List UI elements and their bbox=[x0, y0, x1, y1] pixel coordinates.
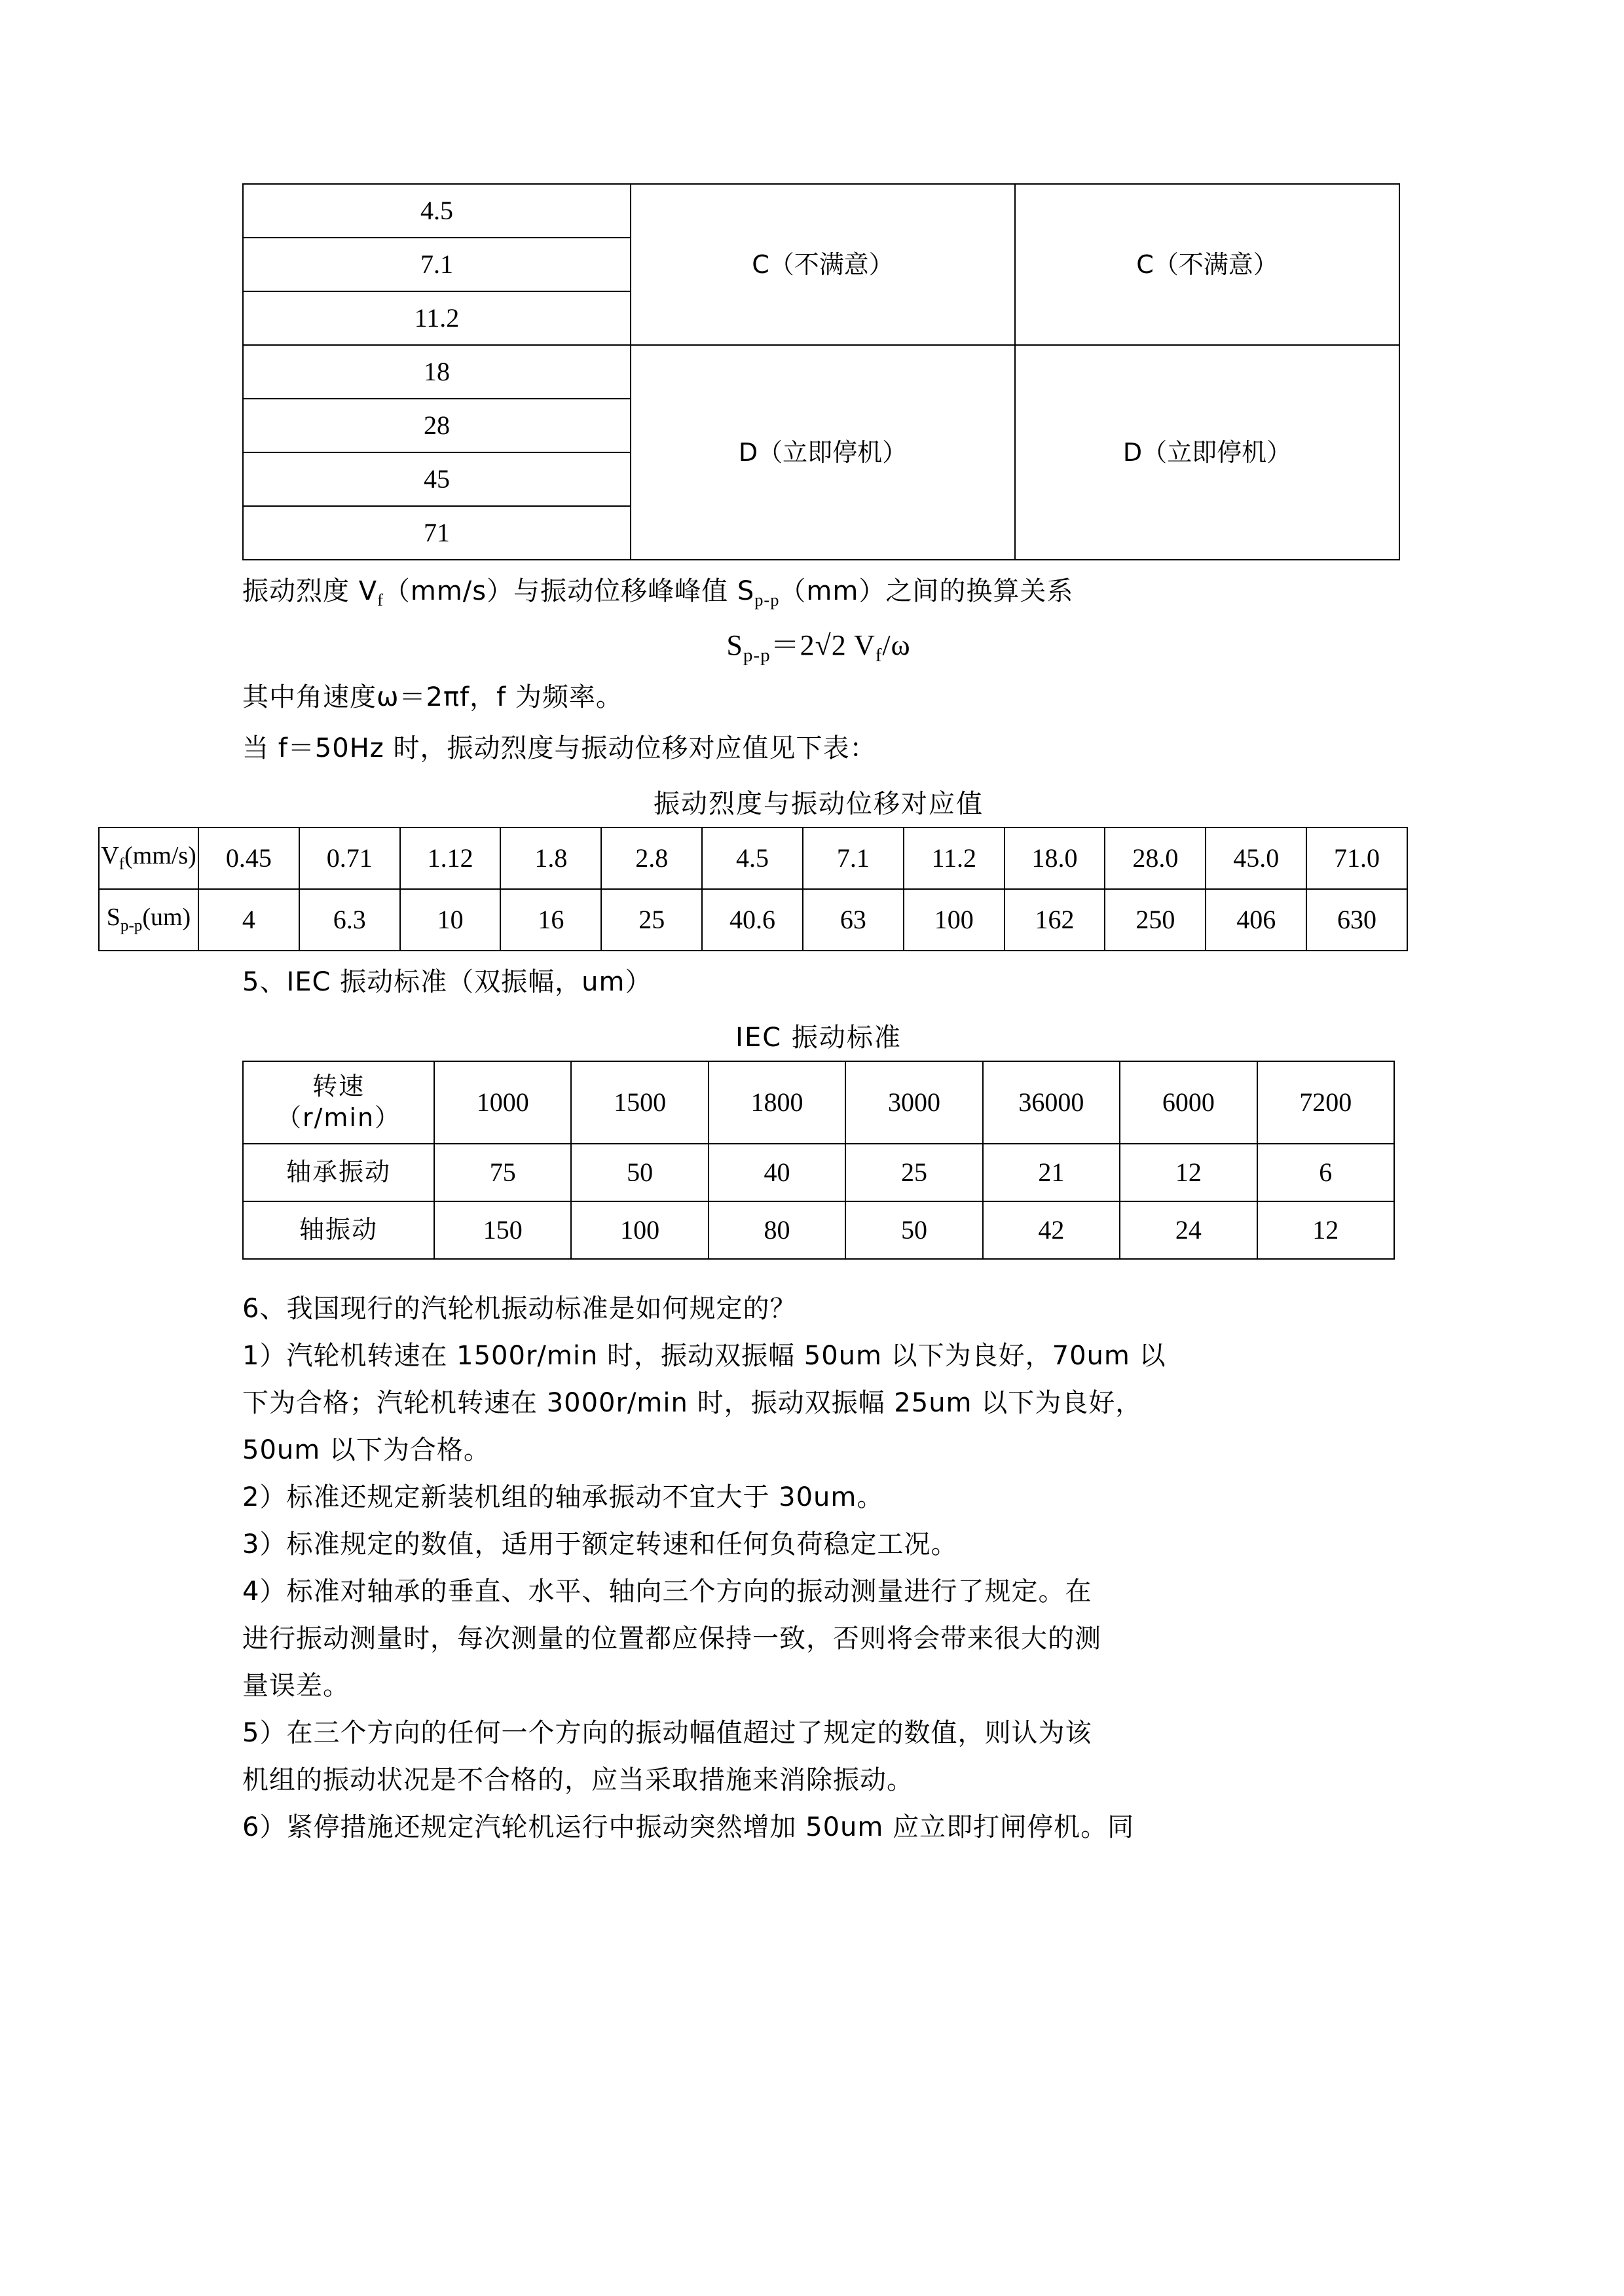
section6-line: 5）在三个方向的任何一个方向的振动幅值超过了规定的数值，则认为该 bbox=[242, 1717, 1092, 1748]
cell: 28.0 bbox=[1105, 828, 1206, 889]
iec-standard-table bbox=[242, 1061, 1395, 1260]
cell: 100 bbox=[904, 889, 1005, 951]
cell: 3000 bbox=[845, 1061, 982, 1144]
conv-text-a: 振动烈度 V bbox=[242, 576, 378, 606]
grade-col-c-d bbox=[1015, 345, 1399, 560]
cell: 71.0 bbox=[1306, 828, 1407, 889]
cell: 1000 bbox=[434, 1061, 571, 1144]
conversion-relation-line bbox=[242, 571, 1395, 613]
grade-col-c-c bbox=[1015, 184, 1399, 345]
table-row bbox=[243, 1061, 1394, 1144]
cell: 12 bbox=[1257, 1201, 1394, 1259]
grade-value: 7.1 bbox=[243, 238, 631, 291]
cell: 40 bbox=[709, 1144, 845, 1201]
cell: 18.0 bbox=[1005, 828, 1105, 889]
conv-text-b: （mm/s）与振动位移峰峰值 S bbox=[383, 576, 755, 606]
section6-line: 6）紧停措施还规定汽轮机运行中振动突然增加 50um 应立即打闸停机。同 bbox=[242, 1812, 1135, 1842]
formula-a: S bbox=[726, 629, 743, 661]
cell: 0.45 bbox=[198, 828, 299, 889]
grade-label-d2: D（立即停机） bbox=[1122, 438, 1292, 467]
frequency-condition-line: 当 f＝50Hz 时，振动烈度与振动位移对应值见下表： bbox=[242, 733, 877, 763]
formula-b: ＝2√2 V bbox=[770, 629, 876, 661]
grade-value: 4.5 bbox=[243, 184, 631, 238]
cell: 21 bbox=[983, 1144, 1120, 1201]
iec-table-wrapper bbox=[242, 1061, 1395, 1260]
section6-heading: 6、我国现行的汽轮机振动标准是如何规定的？ bbox=[242, 1293, 797, 1324]
spp-label-sub: p-p bbox=[120, 917, 143, 935]
cell: 11.2 bbox=[904, 828, 1005, 889]
section6-line: 机组的振动状况是不合格的，应当采取措施来消除振动。 bbox=[242, 1764, 913, 1795]
table-row bbox=[243, 184, 1399, 238]
cell: 0.71 bbox=[299, 828, 400, 889]
table-row bbox=[99, 828, 1407, 889]
cell: 2.8 bbox=[601, 828, 702, 889]
cell: 150 bbox=[434, 1201, 571, 1259]
cell: 6 bbox=[1257, 1144, 1394, 1201]
iec-bearing-label: 轴承振动 bbox=[243, 1144, 434, 1201]
cell: 1.8 bbox=[500, 828, 601, 889]
formula-sub-f: f bbox=[875, 644, 883, 666]
speed-header-line1: 转速 bbox=[312, 1072, 365, 1101]
grade-label-c2: C（不满意） bbox=[1136, 250, 1278, 279]
section6-line: 3）标准规定的数值，适用于额定转速和任何负荷稳定工况。 bbox=[242, 1529, 958, 1559]
cell: 4.5 bbox=[702, 828, 803, 889]
grade-label-d: D（立即停机） bbox=[738, 438, 908, 467]
cell: 630 bbox=[1306, 889, 1407, 951]
section6-line: 下为合格；汽轮机转速在 3000r/min 时，振动双振幅 25um 以下为良好， bbox=[242, 1387, 1143, 1418]
vf-label-a: V bbox=[101, 842, 119, 869]
cell: 40.6 bbox=[702, 889, 803, 951]
conv-table-wrapper bbox=[98, 827, 1408, 951]
cell: 63 bbox=[803, 889, 904, 951]
section6-block bbox=[242, 1288, 1395, 1848]
vf-label-b: (mm/s) bbox=[124, 842, 196, 869]
section6-line: 量误差。 bbox=[242, 1670, 350, 1701]
conv-sub-f: f bbox=[377, 590, 384, 610]
cell: 25 bbox=[601, 889, 702, 951]
iec-shaft-label: 轴振动 bbox=[243, 1201, 434, 1259]
cell: 45.0 bbox=[1206, 828, 1306, 889]
grade-value: 11.2 bbox=[243, 291, 631, 345]
section5-heading: 5、IEC 振动标准（双振幅，um） bbox=[242, 966, 652, 997]
conv-table-title: 振动烈度与振动位移对应值 bbox=[654, 788, 984, 819]
section6-line: 50um 以下为合格。 bbox=[242, 1434, 490, 1465]
conv-sub-pp: p-p bbox=[754, 590, 780, 610]
iec-speed-header bbox=[243, 1061, 434, 1144]
vibration-grade-table bbox=[242, 183, 1400, 560]
cell: 406 bbox=[1206, 889, 1306, 951]
grade-label-c: C（不满意） bbox=[752, 250, 894, 279]
cell: 100 bbox=[571, 1201, 708, 1259]
conversion-table bbox=[98, 827, 1408, 951]
section6-line: 2）标准还规定新装机组的轴承振动不宜大于 30um。 bbox=[242, 1482, 884, 1512]
angular-velocity-line: 其中角速度ω＝2πf，f 为频率。 bbox=[242, 682, 623, 712]
cell: 6.3 bbox=[299, 889, 400, 951]
table-row bbox=[243, 1201, 1394, 1259]
table-row bbox=[243, 345, 1399, 399]
formula-c: /ω bbox=[882, 629, 911, 661]
section6-line: 4）标准对轴承的垂直、水平、轴向三个方向的振动测量进行了规定。在 bbox=[242, 1576, 1092, 1607]
cell: 75 bbox=[434, 1144, 571, 1201]
grade-col-b-d bbox=[631, 345, 1015, 560]
cell: 50 bbox=[571, 1144, 708, 1201]
grade-value: 28 bbox=[243, 399, 631, 452]
grade-col-b-c bbox=[631, 184, 1015, 345]
cell: 162 bbox=[1005, 889, 1105, 951]
row-header-vf bbox=[99, 828, 198, 889]
conv-text-c: （mm）之间的换算关系 bbox=[779, 576, 1074, 606]
cell: 16 bbox=[500, 889, 601, 951]
grade-value: 71 bbox=[243, 506, 631, 560]
iec-table-title: IEC 振动标准 bbox=[735, 1022, 902, 1053]
cell: 50 bbox=[845, 1201, 982, 1259]
cell: 7200 bbox=[1257, 1061, 1394, 1144]
grade-value: 45 bbox=[243, 452, 631, 506]
cell: 1800 bbox=[709, 1061, 845, 1144]
cell: 80 bbox=[709, 1201, 845, 1259]
cell: 42 bbox=[983, 1201, 1120, 1259]
formula-sub-pp: p-p bbox=[743, 644, 771, 666]
cell: 12 bbox=[1120, 1144, 1257, 1201]
vf-label-sub: f bbox=[119, 855, 125, 873]
section6-line: 1）汽轮机转速在 1500r/min 时，振动双振幅 50um 以下为良好，70um 以 bbox=[242, 1340, 1166, 1371]
spp-label-b: (um) bbox=[142, 903, 191, 931]
cell: 10 bbox=[400, 889, 501, 951]
page-content bbox=[101, 183, 1395, 1848]
table-row bbox=[99, 889, 1407, 951]
spp-label-a: S bbox=[106, 903, 120, 931]
cell: 4 bbox=[198, 889, 299, 951]
speed-header-line2: （r/min） bbox=[276, 1102, 401, 1132]
cell: 1.12 bbox=[400, 828, 501, 889]
cell: 7.1 bbox=[803, 828, 904, 889]
cell: 1500 bbox=[571, 1061, 708, 1144]
section6-line: 进行振动测量时，每次测量的位置都应保持一致，否则将会带来很大的测 bbox=[242, 1623, 1101, 1654]
row-header-spp bbox=[99, 889, 198, 951]
cell: 24 bbox=[1120, 1201, 1257, 1259]
cell: 36000 bbox=[983, 1061, 1120, 1144]
cell: 6000 bbox=[1120, 1061, 1257, 1144]
table-row bbox=[243, 1144, 1394, 1201]
conversion-formula bbox=[242, 621, 1395, 666]
cell: 25 bbox=[845, 1144, 982, 1201]
cell: 250 bbox=[1105, 889, 1206, 951]
grade-value: 18 bbox=[243, 345, 631, 399]
